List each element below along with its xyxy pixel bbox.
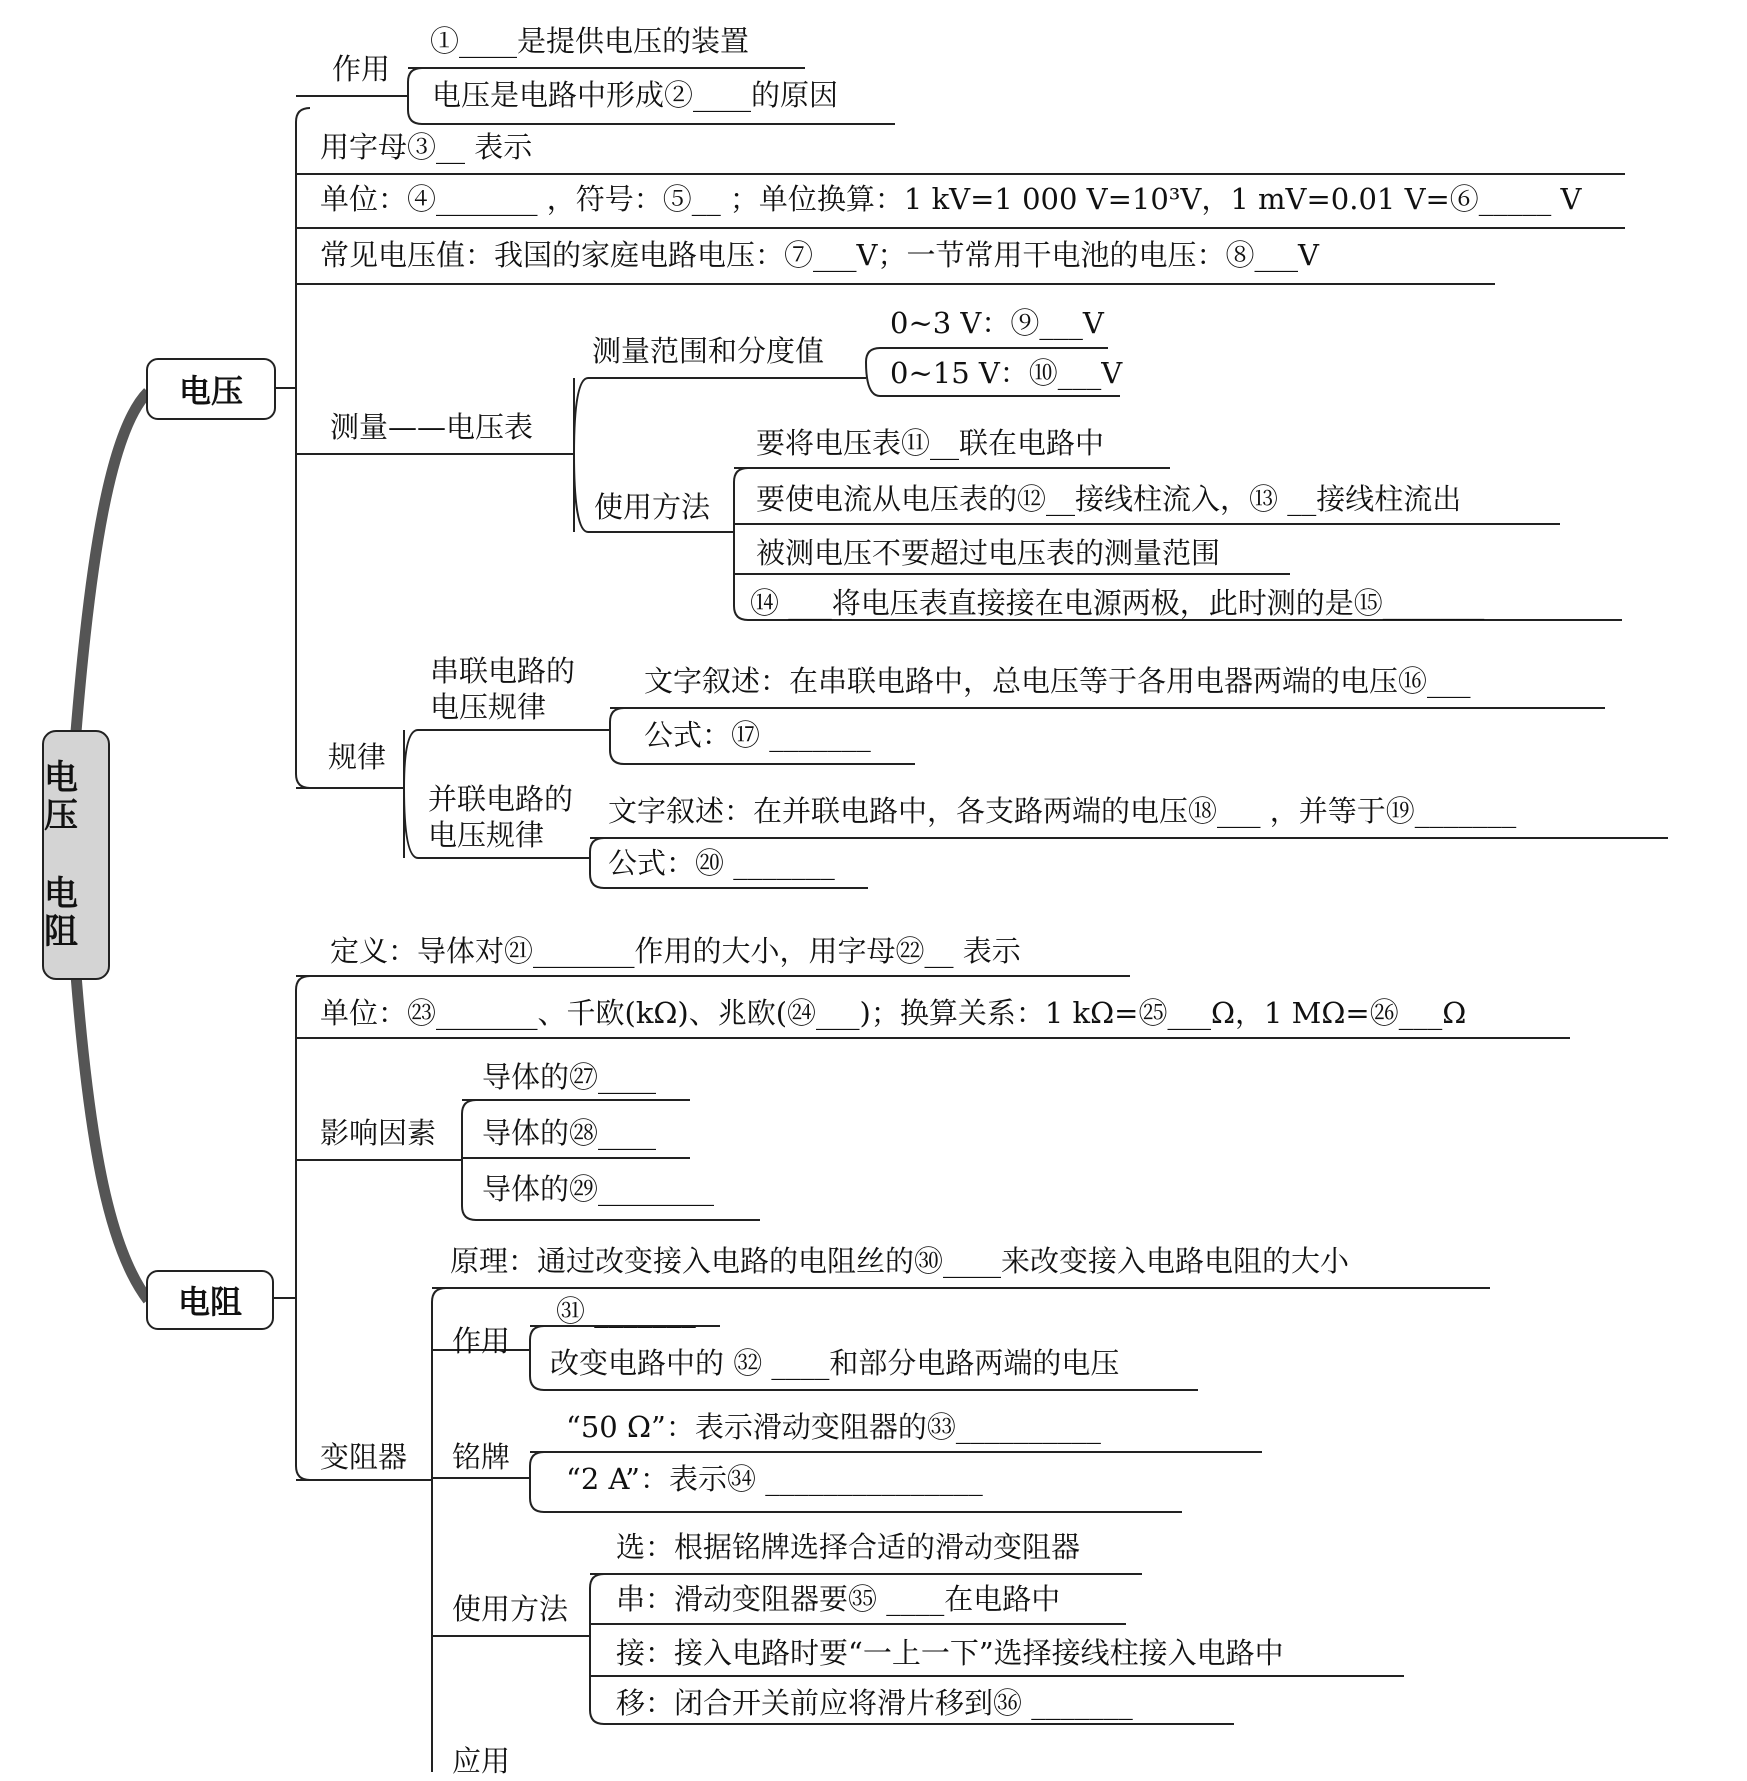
measure-usage-2: 要使电流从电压表的⑫__接线柱流入，⑬ __接线柱流出 (756, 482, 1462, 516)
voltage-role-item-1: ①____是提供电压的装置 (430, 24, 750, 58)
voltage-unit: 单位：④_______ ，符号：⑤__ ；单位换算：1 kV=1 000 V=10³V，1 mV=0.01 V=⑥_____ V (320, 182, 1582, 216)
rheostat-usage-1: 选：根据铭牌选择合适的滑动变阻器 (616, 1530, 1081, 1564)
rheostat-principle: 原理：通过改变接入电路的电阻丝的㉚____来改变接入电路电阻的大小 (450, 1244, 1350, 1278)
series-label-2: 电压规律 (430, 690, 547, 724)
root-node (42, 730, 110, 980)
factor-1: 导体的㉗____ (482, 1060, 657, 1094)
rheostat-usage-2: 串：滑动变阻器要㉟ ____在电路中 (616, 1582, 1061, 1616)
measure-range-1: 0~3 V：⑨___V (890, 306, 1104, 340)
measure-usage-label: 使用方法 (594, 490, 711, 524)
rheostat-role-label: 作用 (452, 1324, 511, 1358)
rheostat-role-2: 改变电路中的 ㉜ ____和部分电路两端的电压 (550, 1346, 1120, 1380)
voltage-symbol: 用字母③__ 表示 (320, 130, 533, 164)
measure-usage-3: 被测电压不要超过电压表的测量范围 (756, 536, 1221, 570)
series-label-1: 串联电路的 (430, 654, 576, 688)
laws-label: 规律 (328, 740, 387, 774)
rheostat-plate-label: 铭牌 (452, 1440, 511, 1474)
rheostat-usage-4: 移：闭合开关前应将滑片移到㊱ _______ (616, 1686, 1133, 1720)
root-line1: 电压 (44, 758, 78, 836)
series-text: 文字叙述：在串联电路中，总电压等于各用电器两端的电压⑯___ (644, 664, 1471, 698)
factor-2: 导体的㉘____ (482, 1116, 657, 1150)
parallel-text: 文字叙述：在并联电路中，各支路两端的电压⑱___ ，并等于⑲_______ (608, 794, 1517, 828)
measure-usage-1: 要将电压表⑪__联在电路中 (756, 426, 1105, 460)
factors-label: 影响因素 (320, 1116, 437, 1150)
resistance-node: 电阻 (146, 1270, 274, 1330)
parallel-label-1: 并联电路的 (428, 782, 574, 816)
resistance-definition: 定义：导体对㉑_______作用的大小，用字母㉒__ 表示 (330, 934, 1021, 968)
rheostat-label: 变阻器 (320, 1440, 408, 1474)
rheostat-usage-3: 接：接入电路时要“一上一下”选择接线柱接入电路中 (616, 1636, 1284, 1670)
measure-range-label: 测量范围和分度值 (592, 334, 825, 368)
voltage-common: 常见电压值：我国的家庭电路电压：⑦___V；一节常用干电池的电压：⑧___V (320, 238, 1319, 272)
rheostat-plate-1: “50 Ω”：表示滑动变阻器的㉝__________ (566, 1410, 1101, 1444)
parallel-label-2: 电压规律 (428, 818, 545, 852)
voltage-role-item-2: 电压是电路中形成②____的原因 (432, 78, 839, 112)
rheostat-role-1: ㉛ _______ (556, 1294, 696, 1328)
series-formula: 公式：⑰ _______ (644, 718, 871, 752)
measure-label: 测量——电压表 (330, 410, 534, 444)
measure-range-2: 0~15 V：⑩___V (890, 356, 1123, 390)
parallel-formula: 公式：⑳ _______ (608, 846, 835, 880)
measure-usage-4: ⑭ ___将电压表直接接在电源两极，此时测的是⑮_______ (750, 586, 1485, 620)
root-line2: 电阻 (44, 874, 78, 952)
factor-3: 导体的㉙________ (482, 1172, 715, 1206)
rheostat-application-label: 应用 (452, 1744, 511, 1778)
voltage-role-label: 作用 (332, 52, 391, 86)
resistance-unit: 单位：㉓_______、千欧(kΩ)、兆欧(㉔___)；换算关系：1 kΩ=㉕___Ω，1 MΩ=㉖___Ω (320, 996, 1467, 1030)
rheostat-plate-2: “2 A”：表示㉞ _______________ (566, 1462, 983, 1496)
voltage-node: 电压 (146, 358, 276, 420)
rheostat-usage-label: 使用方法 (452, 1592, 569, 1626)
